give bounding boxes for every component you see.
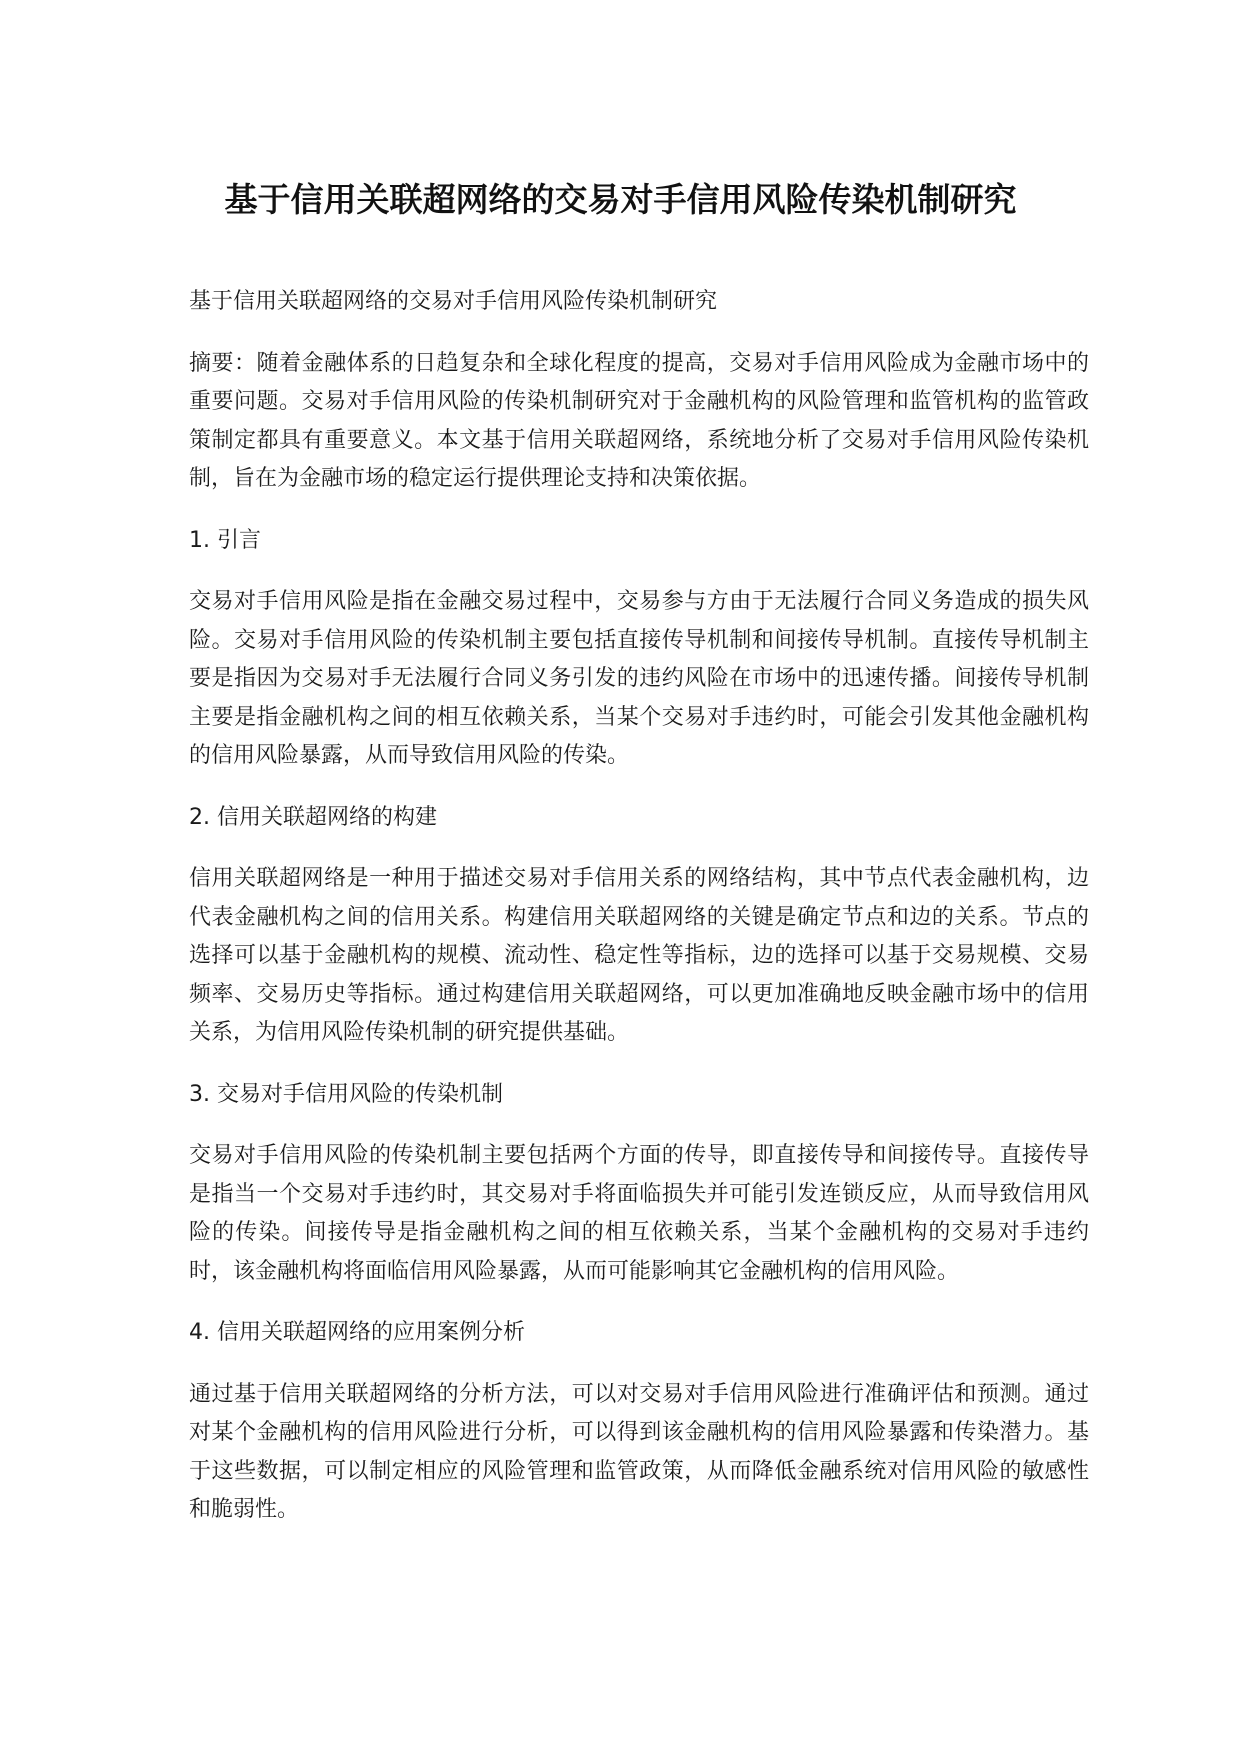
section-text-network-construction: 信用关联超网络是一种用于描述交易对手信用关系的网络结构，其中节点代表金融机构，边代表金融机构之间的信用关系。构建信用关联超网络的关键是确定节点和边的关系。节点的选择可以基于金融机构的规模、流动性、稳定性等指标，边的选择可以基于交易规模、交易频率、交易历史等指标。通过构建信用关联超网络，可以更加准确地反映金融市场中的信用关系，为信用风险传染机制的研究提供基础。: [189, 866, 1089, 1045]
section-text-introduction: 交易对手信用风险是指在金融交易过程中，交易参与方由于无法履行合同义务造成的损失风险。交易对手信用风险的传染机制主要包括直接传导机制和间接传导机制。直接传导机制主要是指因为交易对手无法履行合同义务引发的违约风险在市场中的迅速传播。间接传导机制主要是指金融机构之间的相互依赖关系，当某个交易对手违约时，可能会引发其他金融机构的信用风险暴露，从而导致信用风险的传染。: [189, 589, 1089, 768]
section-heading-introduction: 1. 引言: [189, 527, 261, 553]
section-heading-contagion-mechanism: 3. 交易对手信用风险的传染机制: [189, 1081, 503, 1107]
section-text-case-analysis: 通过基于信用关联超网络的分析方法，可以对交易对手信用风险进行准确评估和预测。通过对某个金融机构的信用风险进行分析，可以得到该金融机构的信用风险暴露和传染潜力。基于这些数据，可以制定相应的风险管理和监管政策，从而降低金融系统对信用风险的敏感性和脆弱性。: [189, 1381, 1089, 1522]
abstract-paragraph: 摘要：随着金融体系的日趋复杂和全球化程度的提高，交易对手信用风险成为金融市场中的重要问题。交易对手信用风险的传染机制研究对于金融机构的风险管理和监管机构的监管政策制定都具有重要意义。本文基于信用关联超网络，系统地分析了交易对手信用风险传染机制，旨在为金融市场的稳定运行提供理论支持和决策依据。: [189, 350, 1089, 491]
section-heading-case-analysis: 4. 信用关联超网络的应用案例分析: [189, 1320, 525, 1345]
section-text-contagion-mechanism: 交易对手信用风险的传染机制主要包括两个方面的传导，即直接传导和间接传导。直接传导是指当一个交易对手违约时，其交易对手将面临损失并可能引发连锁反应，从而导致信用风险的传染。间接传导是指金融机构之间的相互依赖关系，当某个金融机构的交易对手违约时，该金融机构将面临信用风险暴露，从而可能影响其它金融机构的信用风险。: [189, 1143, 1089, 1284]
document-body: [189, 283, 1089, 1553]
document-title: 基于信用关联超网络的交易对手信用风险传染机制研究: [224, 180, 1017, 219]
section-heading-network-construction: 2. 信用关联超网络的构建: [189, 804, 437, 830]
document-subtitle: 基于信用关联超网络的交易对手信用风险传染机制研究: [189, 289, 718, 314]
